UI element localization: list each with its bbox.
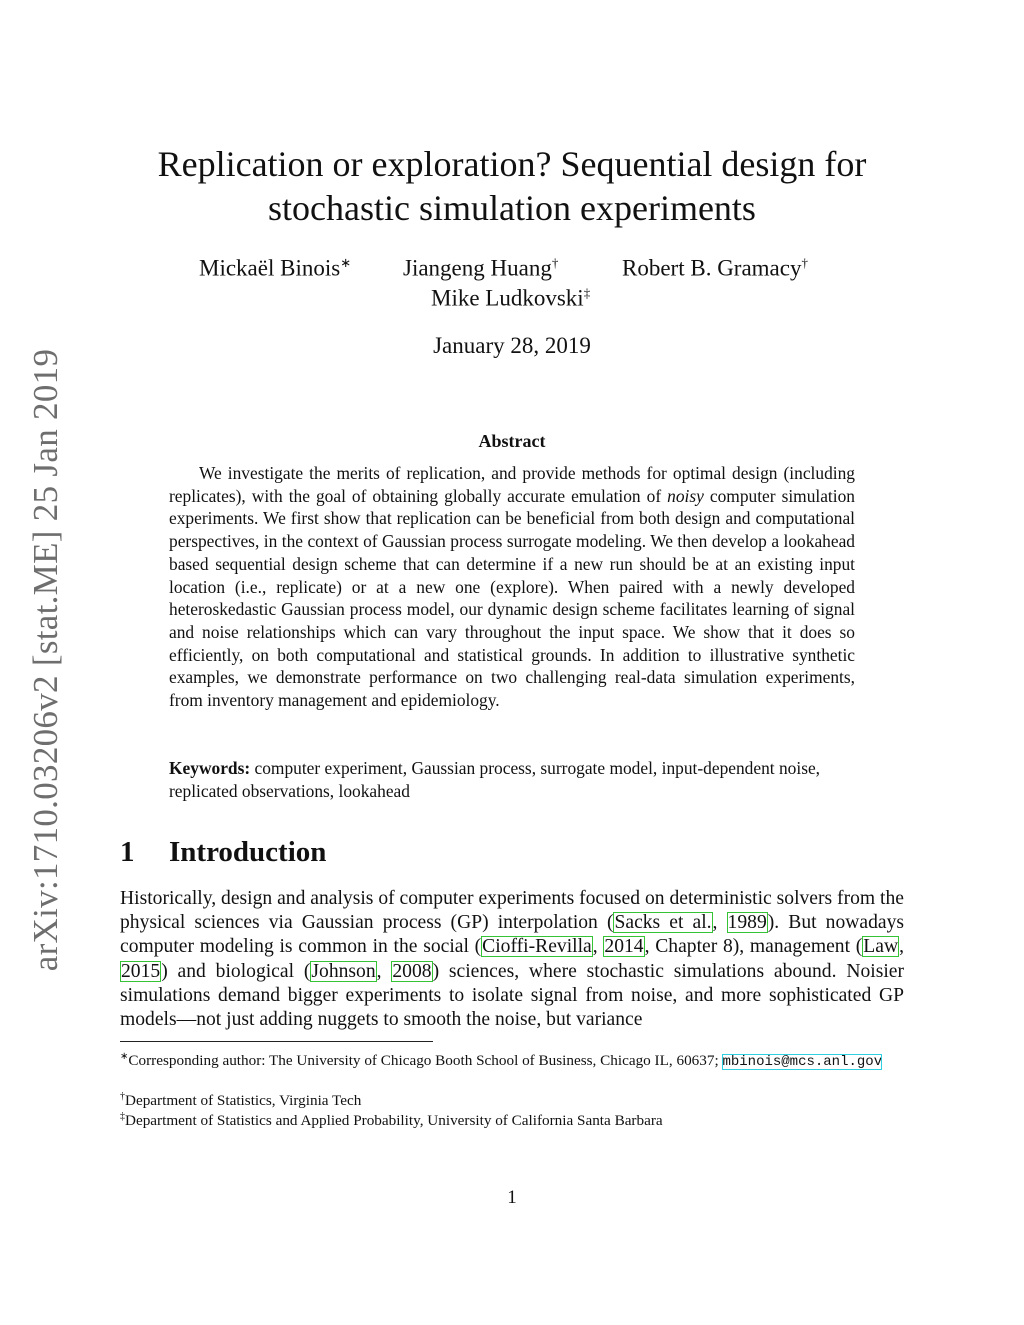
footnote-text: Department of Statistics, Virginia Tech bbox=[125, 1092, 362, 1110]
abstract-emphasis-noisy: noisy bbox=[667, 485, 704, 506]
footnote-text: Corresponding author: The University of Chicago Booth School of Business, Chicago IL, 60637; bbox=[128, 1052, 723, 1070]
keywords-list: computer experiment, Gaussian process, surrogate model, input-dependent noise, replicated observations, lookahead bbox=[169, 758, 821, 801]
arxiv-identifier-stamp[interactable]: arXiv:1710.03206v2 [stat.ME] 25 Jan 2019 bbox=[26, 348, 65, 972]
intro-text: ) sciences, where stochastic simulations abound. Noisier simulations demand bigger experiments to isolate signal from noise, and more sophisticated GP models—not just adding nuggets to smooth the noise, but variance bbox=[120, 960, 904, 1031]
abstract-body bbox=[169, 462, 855, 712]
author-mark: ‡ bbox=[583, 285, 591, 300]
author-binois bbox=[199, 255, 351, 282]
footnote-divider bbox=[120, 1041, 433, 1042]
title-line-1: Replication or exploration? Sequential design for bbox=[157, 144, 867, 184]
author-mark: † bbox=[551, 255, 559, 270]
title-line-2: stochastic simulation experiments bbox=[268, 188, 756, 228]
footnote-mark: ∗ bbox=[120, 1051, 129, 1062]
author-mark: † bbox=[801, 255, 808, 270]
author-ludkovski bbox=[431, 285, 590, 312]
intro-text: , bbox=[712, 912, 727, 934]
author-mark: ∗ bbox=[340, 255, 352, 270]
intro-text: , bbox=[899, 936, 905, 958]
abstract-text-2: computer simulation experiments. We first show that replication can be beneficial from both design and computational perspectives, in the context of Gaussian process surrogate modeling. We then develop a lookahead based sequential design scheme that can determine if a new run should be at an existing input location (i.e., replicate) or at a new one (explore). When paired with a newly developed heteroskedastic Gaussian process model, our dynamic design scheme facilitates learning of signal and noise relationships which can vary throughout the input space. We show that it does so efficiently, on both computational and statistical grounds. In addition to illustrative synthetic examples, we demonstrate performance on two challenging real-data simulation experiments, from inventory management and epidemiology. bbox=[169, 485, 855, 711]
citation-link-sacks[interactable]: Sacks et al. bbox=[614, 912, 712, 934]
keywords bbox=[169, 757, 859, 802]
citation-link-johnson-year[interactable]: 2008 bbox=[392, 960, 432, 982]
section-title: Introduction bbox=[169, 836, 327, 868]
footnote-text: Department of Statistics and Applied Probability, University of California Santa Barbara bbox=[125, 1112, 663, 1130]
author-gramacy bbox=[622, 255, 808, 282]
citation-link-johnson[interactable]: Johnson bbox=[311, 960, 376, 982]
intro-text: Historically, design and analysis of computer experiments focused on deterministic solvers from the physical sciences via Gaussian process (GP) interpolation ( bbox=[120, 888, 904, 934]
footnote-affiliation-ucsb bbox=[120, 1107, 904, 1131]
citation-link-cioffi[interactable]: Cioffi-Revilla bbox=[482, 936, 592, 958]
paper-title bbox=[0, 142, 1024, 230]
keywords-label: Keywords: bbox=[169, 758, 251, 778]
author-name: Mike Ludkovski bbox=[431, 285, 584, 311]
intro-text: , bbox=[592, 936, 604, 958]
abstract-heading: Abstract bbox=[478, 431, 546, 451]
author-name: Jiangeng Huang bbox=[403, 255, 552, 281]
author-name: Mickaël Binois bbox=[199, 255, 341, 281]
section-heading bbox=[120, 836, 326, 869]
intro-text: ) and biological ( bbox=[161, 960, 311, 982]
citation-link-sacks-year[interactable]: 1989 bbox=[727, 912, 767, 934]
section-number: 1 bbox=[120, 836, 135, 868]
author-huang bbox=[403, 255, 558, 282]
publication-date: January 28, 2019 bbox=[433, 333, 591, 358]
intro-text: ). But nowadays computer modeling is common in the social ( bbox=[120, 912, 905, 958]
footnote-mark: ‡ bbox=[120, 1111, 125, 1122]
author-name: Robert B. Gramacy bbox=[622, 255, 802, 281]
intro-text: , Chapter 8), management ( bbox=[644, 936, 863, 958]
footnote-corresponding-author bbox=[120, 1047, 904, 1072]
citation-link-law[interactable]: Law bbox=[863, 936, 899, 958]
intro-text: , bbox=[376, 960, 392, 982]
abstract-text-1: We investigate the merits of replication, and provide methods for optimal design (including replicates), with the goal of obtaining globally accurate emulation of bbox=[169, 463, 855, 506]
introduction-paragraph bbox=[120, 887, 904, 1032]
page-number: 1 bbox=[507, 1187, 517, 1208]
email-link[interactable]: mbinois@mcs.anl.gov bbox=[722, 1054, 883, 1071]
footnote-mark: † bbox=[120, 1091, 125, 1102]
citation-link-law-year[interactable]: 2015 bbox=[121, 960, 161, 982]
citation-link-cioffi-year[interactable]: 2014 bbox=[604, 936, 644, 958]
